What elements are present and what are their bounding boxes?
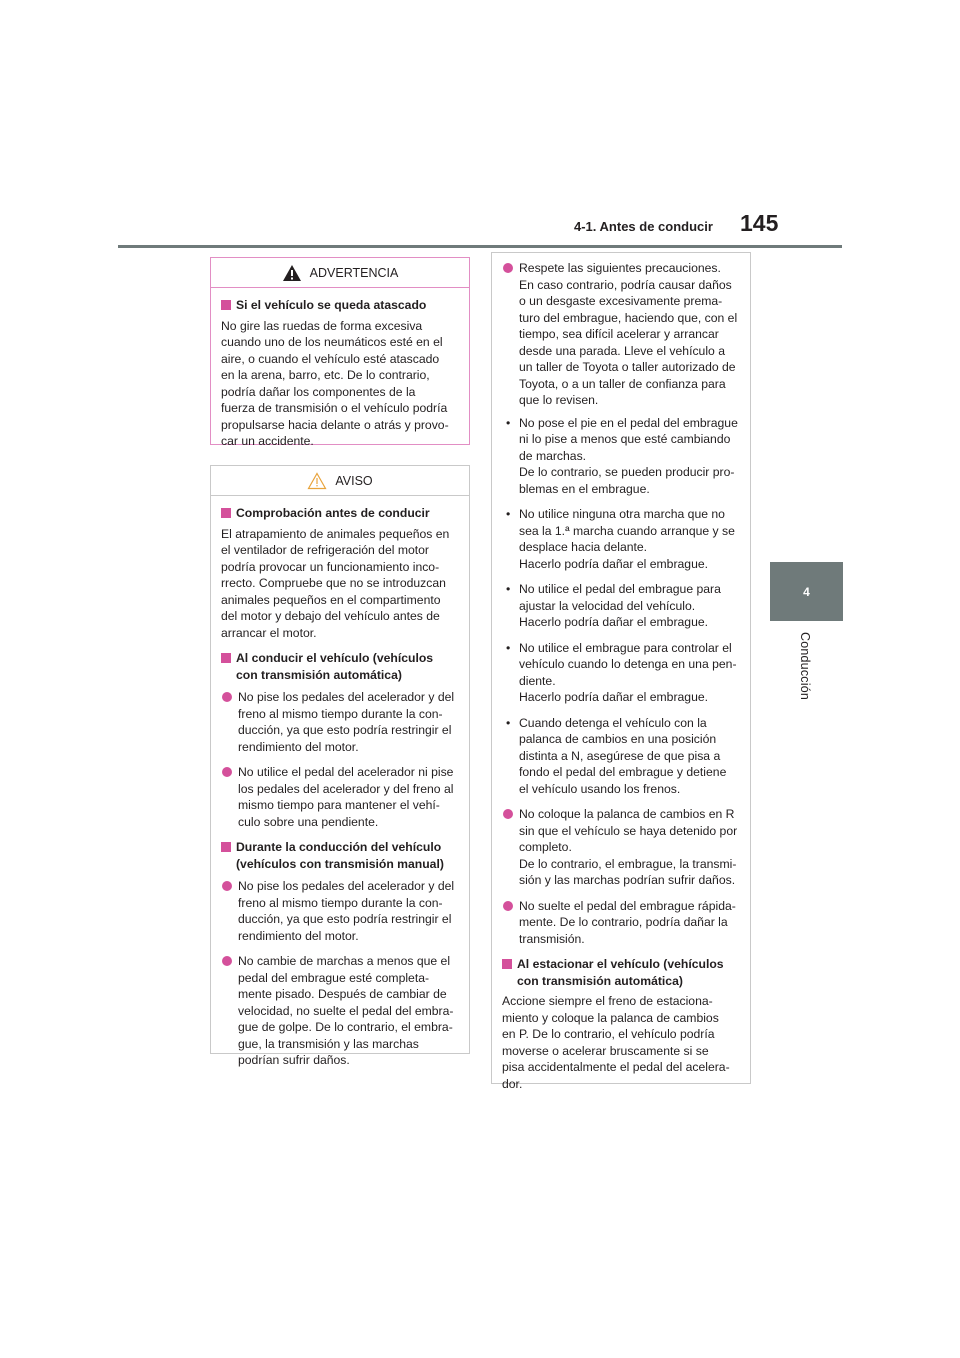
warning-box-header — [211, 258, 469, 288]
list-item: Respete las siguientes precauciones. En caso contrario, podría causar daños o un desgaste excesivamente prema- turo del embrague, haciendo que, con el tiempo, sea difícil acelerar y arrancar desde una parada. Lleve el vehículo a un taller de Toyota o taller autorizado de Toyota, o a un taller de confianza para que lo revisen. — [502, 260, 738, 409]
circle-bullet-icon — [222, 767, 232, 777]
notice-heading-manual: Durante la conducción del vehículo (vehículos con transmisión manual) — [221, 839, 457, 872]
circle-bullet-icon — [503, 263, 513, 273]
chapter-number: 4 — [803, 584, 810, 599]
list-item: No utilice el pedal del acelerador ni pise los pedales del acelerador y del freno al mismo tiempo para mantener el vehí- culo sobre una pendiente. — [221, 764, 457, 830]
chapter-label: Conducción — [798, 632, 812, 701]
square-bullet-icon — [221, 842, 231, 852]
notice-box — [210, 465, 470, 1067]
notice-heading-check: Comprobación antes de conducir — [221, 505, 457, 522]
circle-bullet-icon — [503, 809, 513, 819]
square-bullet-icon — [502, 959, 512, 969]
list-item: No cambie de marchas a menos que el pedal del embrague esté completa- mente pisado. Después de cambiar de velocidad, no suelte el pedal del embra- gue de golpe. De lo contrario, el embra- gue, la transmisión y las marchas podrían sufrir daños. — [221, 953, 457, 1069]
caution-triangle-icon — [307, 472, 327, 490]
square-bullet-icon — [221, 653, 231, 663]
notice-text-check: El atrapamiento de animales pequeños en el ventilador de refrigeración del motor podría provocar un funcionamiento inco- rrecto. Compruebe que no se introduzcan animales pequeños en el compartimento del motor y debajo del vehículo antes de arrancar el motor. — [221, 526, 450, 640]
clutch-precautions-box — [491, 252, 751, 1091]
section-title: 4-1. Antes de conducir — [574, 219, 713, 234]
warning-triangle-icon — [282, 264, 302, 282]
square-bullet-icon — [221, 300, 231, 310]
warning-title: ADVERTENCIA — [309, 265, 399, 280]
notice-heading-automatic: Al conducir el vehículo (vehículos con transmisión automática) — [221, 650, 457, 683]
circle-bullet-icon — [222, 881, 232, 891]
list-item: • No utilice el pedal del embrague para ajustar la velocidad del vehículo. Hacerlo podría dañar el embrague. — [506, 582, 721, 629]
list-item: • No pose el pie en el pedal del embrague ni lo pise a menos que esté cambiando de marchas. De lo contrario, se pueden producir pro- blemas en el embrague. — [506, 415, 738, 496]
square-bullet-icon — [221, 508, 231, 518]
circle-bullet-icon — [503, 901, 513, 911]
list-item: No pise los pedales del acelerador y del freno al mismo tiempo durante la con- ducción, ya que esto podría restringir el rendimiento del motor. — [221, 689, 457, 755]
warning-text: No gire las ruedas de forma excesiva cuando uno de los neumáticos esté en el aire, o cuando el vehículo esté atascado en la arena, barro, etc. De lo contrario, podría dañar los componentes de la fuerza de transmisión o el vehículo podría propulsarse hacia delante o atrás y provo- car un accidente. — [221, 318, 449, 448]
notice-title: AVISO — [335, 473, 373, 488]
list-item: No suelte el pedal del embrague rápida- mente. De lo contrario, podría dañar la transmisión. — [502, 898, 738, 948]
warning-box — [210, 257, 470, 448]
list-item: • No utilice el embrague para controlar el vehículo cuando lo detenga en una pen- diente. Hacerlo podría dañar el embrague. — [506, 640, 737, 704]
list-item: • Cuando detenga el vehículo con la palanca de cambios en una posición distinta a N, asegúrese de que pisa a fondo el pedal del embrague y detiene el vehículo usando los frenos. — [506, 715, 727, 796]
notice-box-header — [211, 466, 469, 496]
parking-text: Accione siempre el freno de estaciona- miento y coloque la palanca de cambios en P. De lo contrario, el vehículo podría moverse o acelerar bruscamente si se pisa accidentalmente el pedal del acelera- dor. — [502, 994, 730, 1091]
parking-heading: Al estacionar el vehículo (vehículos con transmisión automática) — [502, 956, 738, 989]
chapter-tab[interactable] — [770, 562, 843, 621]
warning-heading: Si el vehículo se queda atascado — [221, 297, 457, 314]
header-rule — [118, 245, 842, 248]
list-item: No pise los pedales del acelerador y del freno al mismo tiempo durante la con- ducción, ya que esto podría restringir el rendimiento del motor. — [221, 878, 457, 944]
list-item: • No utilice ninguna otra marcha que no sea la 1.ª marcha cuando arranque y se desplace hacia delante. Hacerlo podría dañar el embrague. — [506, 507, 735, 571]
page-number: 145 — [740, 210, 779, 236]
list-item: No coloque la palanca de cambios en R sin que el vehículo se haya detenido por completo. De lo contrario, el embrague, la transmi- sión y las marchas podrían sufrir daños. — [502, 806, 738, 889]
circle-bullet-icon — [222, 956, 232, 966]
circle-bullet-icon — [222, 692, 232, 702]
